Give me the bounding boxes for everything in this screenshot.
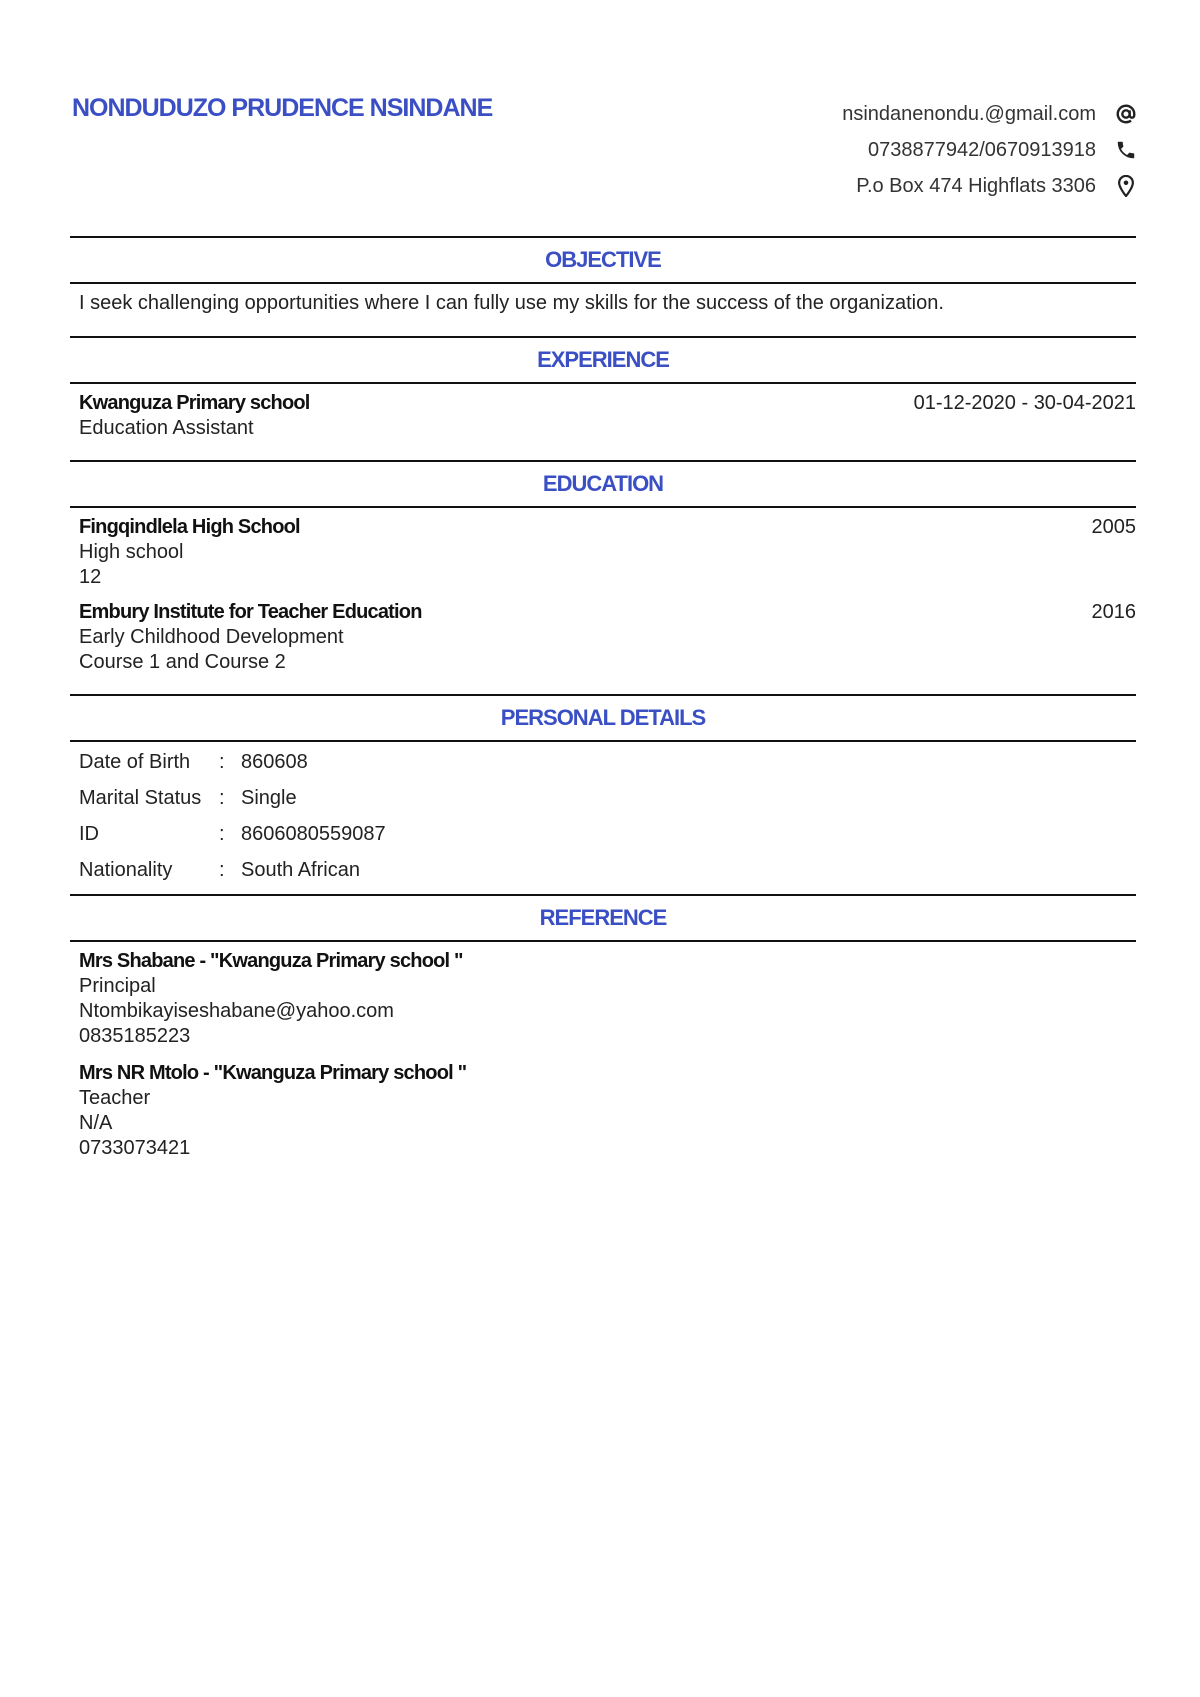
reference-position: Principal xyxy=(79,975,156,997)
education-year: 2005 xyxy=(1091,516,1136,538)
education-school: Fingqindlela High School xyxy=(79,516,300,538)
reference-name: Mrs Shabane - "Kwanguza Primary school " xyxy=(79,950,463,972)
contact-phone xyxy=(842,132,1138,168)
detail-label: Date of Birth xyxy=(79,750,191,773)
contact-address xyxy=(842,168,1138,204)
education-detail: Course 1 and Course 2 xyxy=(79,651,286,673)
contact-block xyxy=(842,96,1138,204)
reference-email: Ntombikayiseshabane@yahoo.com xyxy=(79,1000,394,1022)
reference-entry xyxy=(70,949,1136,1049)
contact-address-text: P.o Box 474 Highflats 3306 xyxy=(856,174,1096,197)
personal-details-header xyxy=(70,694,1136,742)
reference-header xyxy=(70,894,1136,942)
detail-colon: : xyxy=(219,786,225,809)
education-detail: 12 xyxy=(79,566,102,588)
contact-email-text: nsindanenondu.@gmail.com xyxy=(842,102,1096,125)
detail-value: Single xyxy=(241,786,297,809)
phone-icon xyxy=(1114,138,1138,162)
candidate-name: NONDUDUZO PRUDENCE NSINDANE xyxy=(72,94,493,122)
reference-section xyxy=(70,894,1136,1161)
contact-phone-text: 0738877942/0670913918 xyxy=(867,138,1096,161)
experience-entry xyxy=(70,391,1136,441)
detail-value: 8606080559087 xyxy=(241,822,386,845)
reference-title: REFERENCE xyxy=(539,905,667,930)
experience-org: Kwanguza Primary school xyxy=(79,392,310,414)
education-qualification: High school xyxy=(79,541,184,563)
objective-text: I seek challenging opportunities where I can fully use my skills for the success of the organization. xyxy=(79,292,944,314)
objective-section xyxy=(70,236,1136,315)
detail-row-id xyxy=(70,816,1136,852)
reference-entry xyxy=(70,1061,1136,1161)
education-entry xyxy=(70,600,1136,675)
experience-section xyxy=(70,336,1136,441)
detail-label: Marital Status xyxy=(79,786,202,809)
detail-colon: : xyxy=(219,858,225,881)
personal-details-section xyxy=(70,694,1136,888)
education-title: EDUCATION xyxy=(542,471,664,496)
experience-header xyxy=(70,336,1136,384)
detail-colon: : xyxy=(219,822,225,845)
reference-phone: 0733073421 xyxy=(79,1137,191,1159)
objective-header xyxy=(70,236,1136,284)
detail-value: 860608 xyxy=(241,750,308,773)
reference-name: Mrs NR Mtolo - "Kwanguza Primary school " xyxy=(79,1062,467,1084)
education-entry xyxy=(70,515,1136,590)
detail-label: ID xyxy=(79,822,99,845)
experience-title: EXPERIENCE xyxy=(537,347,669,372)
reference-phone: 0835185223 xyxy=(79,1025,191,1047)
objective-title: OBJECTIVE xyxy=(545,247,661,272)
reference-email: N/A xyxy=(79,1112,113,1134)
education-qualification: Early Childhood Development xyxy=(79,626,344,648)
personal-details-list xyxy=(70,744,1136,888)
education-year: 2016 xyxy=(1091,601,1136,623)
detail-colon: : xyxy=(219,750,225,773)
education-school: Embury Institute for Teacher Education xyxy=(79,601,422,623)
personal-details-title: PERSONAL DETAILS xyxy=(500,705,706,730)
education-section xyxy=(70,460,1136,675)
contact-email xyxy=(842,96,1138,132)
location-pin-icon xyxy=(1114,174,1138,198)
education-header xyxy=(70,460,1136,508)
detail-row-birth xyxy=(70,744,1136,780)
reference-position: Teacher xyxy=(79,1087,151,1109)
detail-value: South African xyxy=(241,858,360,881)
experience-dates: 01-12-2020 - 30-04-2021 xyxy=(913,392,1136,414)
detail-row-nationality xyxy=(70,852,1136,888)
detail-row-marital xyxy=(70,780,1136,816)
experience-role: Education Assistant xyxy=(79,417,254,439)
at-icon xyxy=(1114,102,1138,126)
detail-label: Nationality xyxy=(79,858,173,881)
